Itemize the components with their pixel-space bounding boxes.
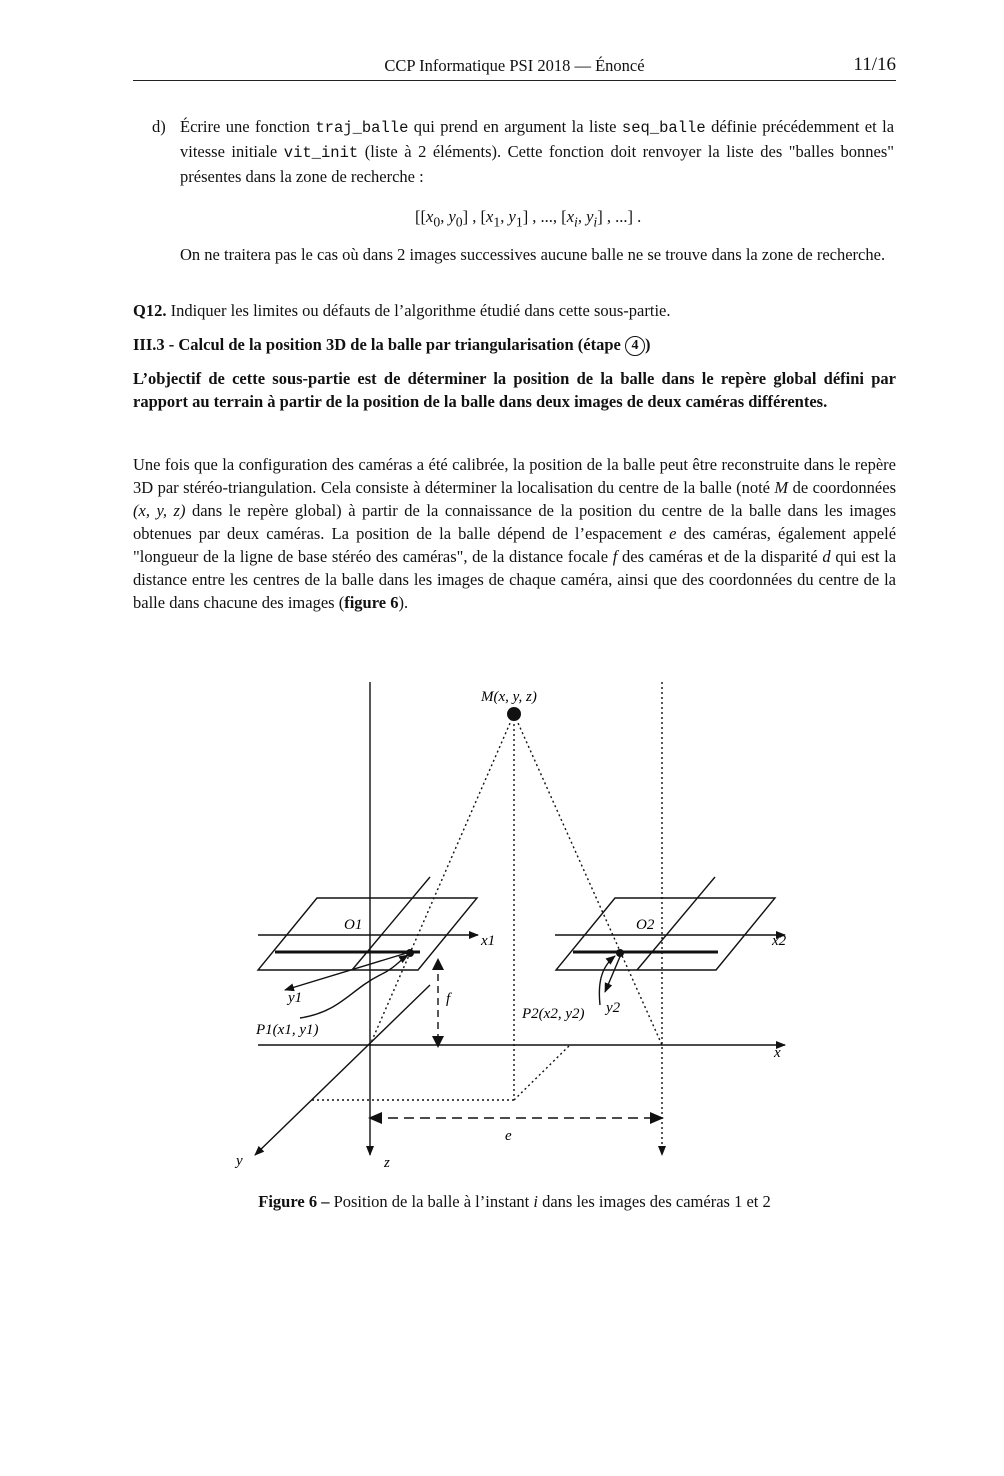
label-y: y bbox=[236, 1153, 243, 1169]
page-header bbox=[133, 54, 896, 81]
item-d-text: Écrire une fonction traj_balle qui prend en argument la liste seq_balle définie précédemment et la vitesse initiale vit_init (liste à 2 éléments). Cette fonction doit renvoyer la liste des "balles bonnes" présentes dans la zone de recherche : bbox=[180, 117, 895, 186]
label-x: x bbox=[774, 1045, 781, 1061]
q12-text: Indiquer les limites ou défauts de l’algorithme étudié dans cette sous-partie. bbox=[170, 301, 671, 320]
body-paragraph: Une fois que la configuration des caméras a été calibrée, la position de la balle peut être reconstruite dans le repère 3D par stéréo-triangulation. Cela consiste à déterminer la localisation du centre de la balle (noté M de coordonnées (x, y, z) dans le repère global) à partir de la connaissance de la position du centre de la balle dans les images obtenues par deux caméras. La position de la balle dépend de l’espacement e des caméras, également appelé "longueur de la ligne de base stéréo des caméras", de la distance focale f des caméras et de la disparité d qui est la distance entre les centres de la balle dans les images de chaque caméra, ainsi que des coordonnées du centre de la balle dans chacune des images (figure 6). bbox=[133, 455, 897, 612]
q12 bbox=[133, 299, 896, 322]
label-y1: y1 bbox=[288, 990, 303, 1006]
section-title: III.3 - Calcul de la position 3D de la balle par triangularisation (étape 4 ) bbox=[133, 335, 651, 354]
figure-6 bbox=[225, 675, 805, 1175]
header-title: CCP Informatique PSI 2018 — Énoncé bbox=[384, 56, 645, 75]
label-y2: y2 bbox=[606, 1000, 621, 1016]
figure-ref: figure 6 bbox=[344, 593, 399, 612]
label-f: f bbox=[446, 991, 451, 1007]
step-circle: 4 bbox=[625, 336, 645, 356]
label-M: M(x, y, z) bbox=[481, 689, 537, 705]
label-z: z bbox=[384, 1155, 390, 1171]
label-O2: O2 bbox=[636, 917, 655, 933]
y1-axis-line bbox=[285, 952, 410, 990]
item-d-note: On ne traitera pas le cas où dans 2 images successives aucune balle ne se trouve dans la zone de recherche. bbox=[180, 245, 886, 264]
label-P2: P2(x2, y2) bbox=[522, 1006, 585, 1022]
point-P1 bbox=[406, 949, 414, 957]
q12-label: Q12. bbox=[133, 301, 167, 320]
formula: [[$x_0$, $y_0$] , [$x_1$, $y_1$] , ..., [$x_i$, $y_i$] , ...] . bbox=[415, 207, 642, 230]
label-O1: O1 bbox=[344, 917, 363, 933]
y-axis-line bbox=[255, 985, 430, 1155]
label-P1: P1(x1, y1) bbox=[256, 1022, 319, 1038]
vit-name: vit_init bbox=[283, 144, 359, 162]
image-plane-2 bbox=[556, 898, 775, 970]
ball-point-M bbox=[507, 707, 521, 721]
item-d-label: d) bbox=[152, 117, 166, 136]
page-number: 11/16 bbox=[853, 54, 896, 75]
figure-caption: Figure 6 – Position de la balle à l’instant i dans les images des caméras 1 et 2 bbox=[258, 1192, 771, 1211]
projection-rays bbox=[310, 714, 662, 1100]
section-objective: L’objectif de cette sous-partie est de déterminer la position de la balle dans le repère global défini par rapport au terrain à partir de la position de la balle dans deux images de deux caméras différentes. bbox=[133, 369, 896, 411]
point-P2 bbox=[616, 949, 624, 957]
label-x1: x1 bbox=[481, 933, 496, 949]
func-name: traj_balle bbox=[315, 119, 409, 137]
label-e: e bbox=[505, 1128, 512, 1144]
label-x2: x2 bbox=[772, 933, 787, 949]
list-name: seq_balle bbox=[621, 119, 706, 137]
image-plane-1 bbox=[258, 898, 477, 970]
